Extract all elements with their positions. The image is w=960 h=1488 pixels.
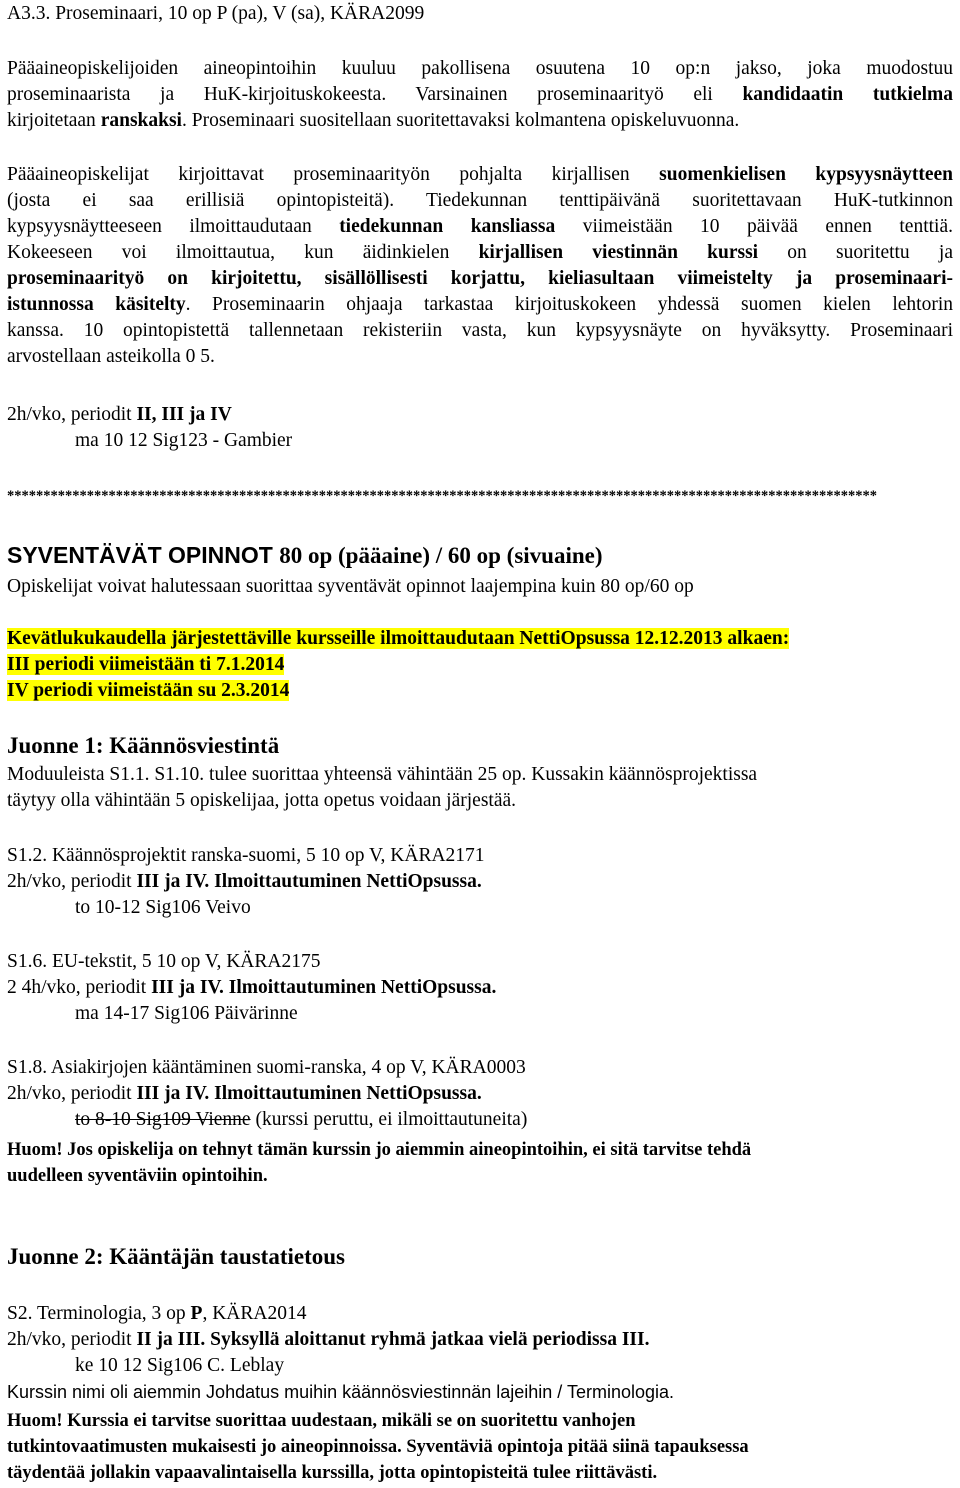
juonne1-title: Juonne 1: Käännösviestintä [7,733,280,758]
enrollment-notice: Kevätlukukaudella järjestettäville kursseille ilmoittaudutaan NettiOpsussa 12.12.2013 alkaen: III periodi viimeistään ti 7.1.2014 IV periodi viimeistään su 2.3.2014 [7,628,790,701]
course-s1-6: S1.6. EU-tekstit, 5 10 op V, KÄRA2175 2 4h/vko, periodit III ja IV. Ilmoittautuminen NettiOpsussa. ma 14-17 Sig106 Päivärinne [7,951,497,1024]
course-s1-8-note: Huom! Jos opiskelija on tehnyt tämän kurssin jo aiemmin aineopintoihin, ei sitä tarvitse tehdä uudelleen syventäviin opintoihin. [7,1140,752,1186]
syventavat-intro: Opiskelijat voivat halutessaan suorittaa syventävät opinnot laajempina kuin 80 op/60 op [7,576,694,597]
proseminaari-paragraph-1: Pääaineopiskelijoiden aineopintoihin kuuluu pakollisena osuutena 10 op:n jakso, joka muodostuu proseminaarista ja HuK-kirjoituskokeesta. Varsinainen proseminaarityö eli kandidaatin tutkielma kirjoitetaan ranskaksi. Proseminaari suositellaan suoritettavaksi kolmantena opiskeluvuonna. [7,58,953,131]
course-s1-8: S1.8. Asiakirjojen kääntäminen suomi-ranska, 4 op V, KÄRA0003 2h/vko, periodit III ja IV. Ilmoittautuminen NettiOpsussa. to 8-10 Sig109 Vienne (kurssi peruttu, ei ilmoittautuneita) [7,1057,528,1130]
juonne1-intro: Moduuleista S1.1. S1.10. tulee suorittaa yhteensä vähintään 25 op. Kussakin käännösprojektissa täytyy olla vähintään 5 opiskelijaa, jotta opetus voidaan järjestää. [7,764,758,811]
course-s1-2: S1.2. Käännösprojektit ranska-suomi, 5 10 op V, KÄRA2171 2h/vko, periodit III ja IV. Ilmoittautuminen NettiOpsussa. to 10-12 Sig106 Veivo [7,845,485,918]
syventavat-title: SYVENTÄVÄT OPINNOT 80 op (pääaine) / 60 op (sivuaine) [7,542,603,568]
proseminaari-paragraph-2: Pääaineopiskelijat kirjoittavat proseminaarityön pohjalta kirjallisen suomenkielisen kypsyysnäytteen (josta ei saa erillisiä opintopisteitä). Tiedekunnan tenttipäivänä suoritettavaan HuK-tutkinnon kypsyysnäytteeseen ilmoittaudutaan tiedekunnan kansliassa viimeistään 10 päivää ennen tenttiä. Kokeeseen voi ilmoittautua, kun äidinkielen kirjallisen viestinnän kurssi on suoritettu ja proseminaarityö on kirjoitettu, sisällöllisesti korjattu, kieliasultaan viimeistelty ja proseminaari- istunnossa käsitelty. Proseminaarin ohjaaja tarkastaa kirjoituskokeen yhdessä suomen kielen lehtorin kanssa. 10 opintopistettä tallennetaan rekisteriin vasta, kun kypsyysnäyte on hyväksytty. Proseminaari arvostellaan asteikolla 0 5. [7,164,954,367]
proseminaari-heading: A3.3. Proseminaari, 10 op P (pa), V (sa), KÄRA2099 [7,3,425,24]
juonne2-title: Juonne 2: Kääntäjän taustatietous [7,1244,346,1269]
proseminaari-schedule: 2h/vko, periodit II, III ja IV ma 10 12 Sig123 - Gambier [7,404,293,451]
separator: ************************************************************************************************************************ [7,488,877,504]
course-s2-note: Huom! Kurssia ei tarvitse suorittaa uudestaan, mikäli se on suoritettu vanhojen tutkintovaatimusten mukaisesti jo aineopinnoissa. Syventäviä opintoja pitää siinä tapauksessa täydentää jollakin vapaavalintaisella kurssilla, jotta opintopisteitä tulee riittävästi. [7,1411,749,1483]
course-s2: S2. Terminologia, 3 op P, KÄRA2014 2h/vko, periodit II ja III. Syksyllä aloittanut ryhmä jatkaa vielä periodissa III. ke 10 12 Sig106 C. Leblay Kurssin nimi oli aiemmin Johdatus muihin käännösviestinnän lajeihin / Terminologia. [7,1303,675,1402]
